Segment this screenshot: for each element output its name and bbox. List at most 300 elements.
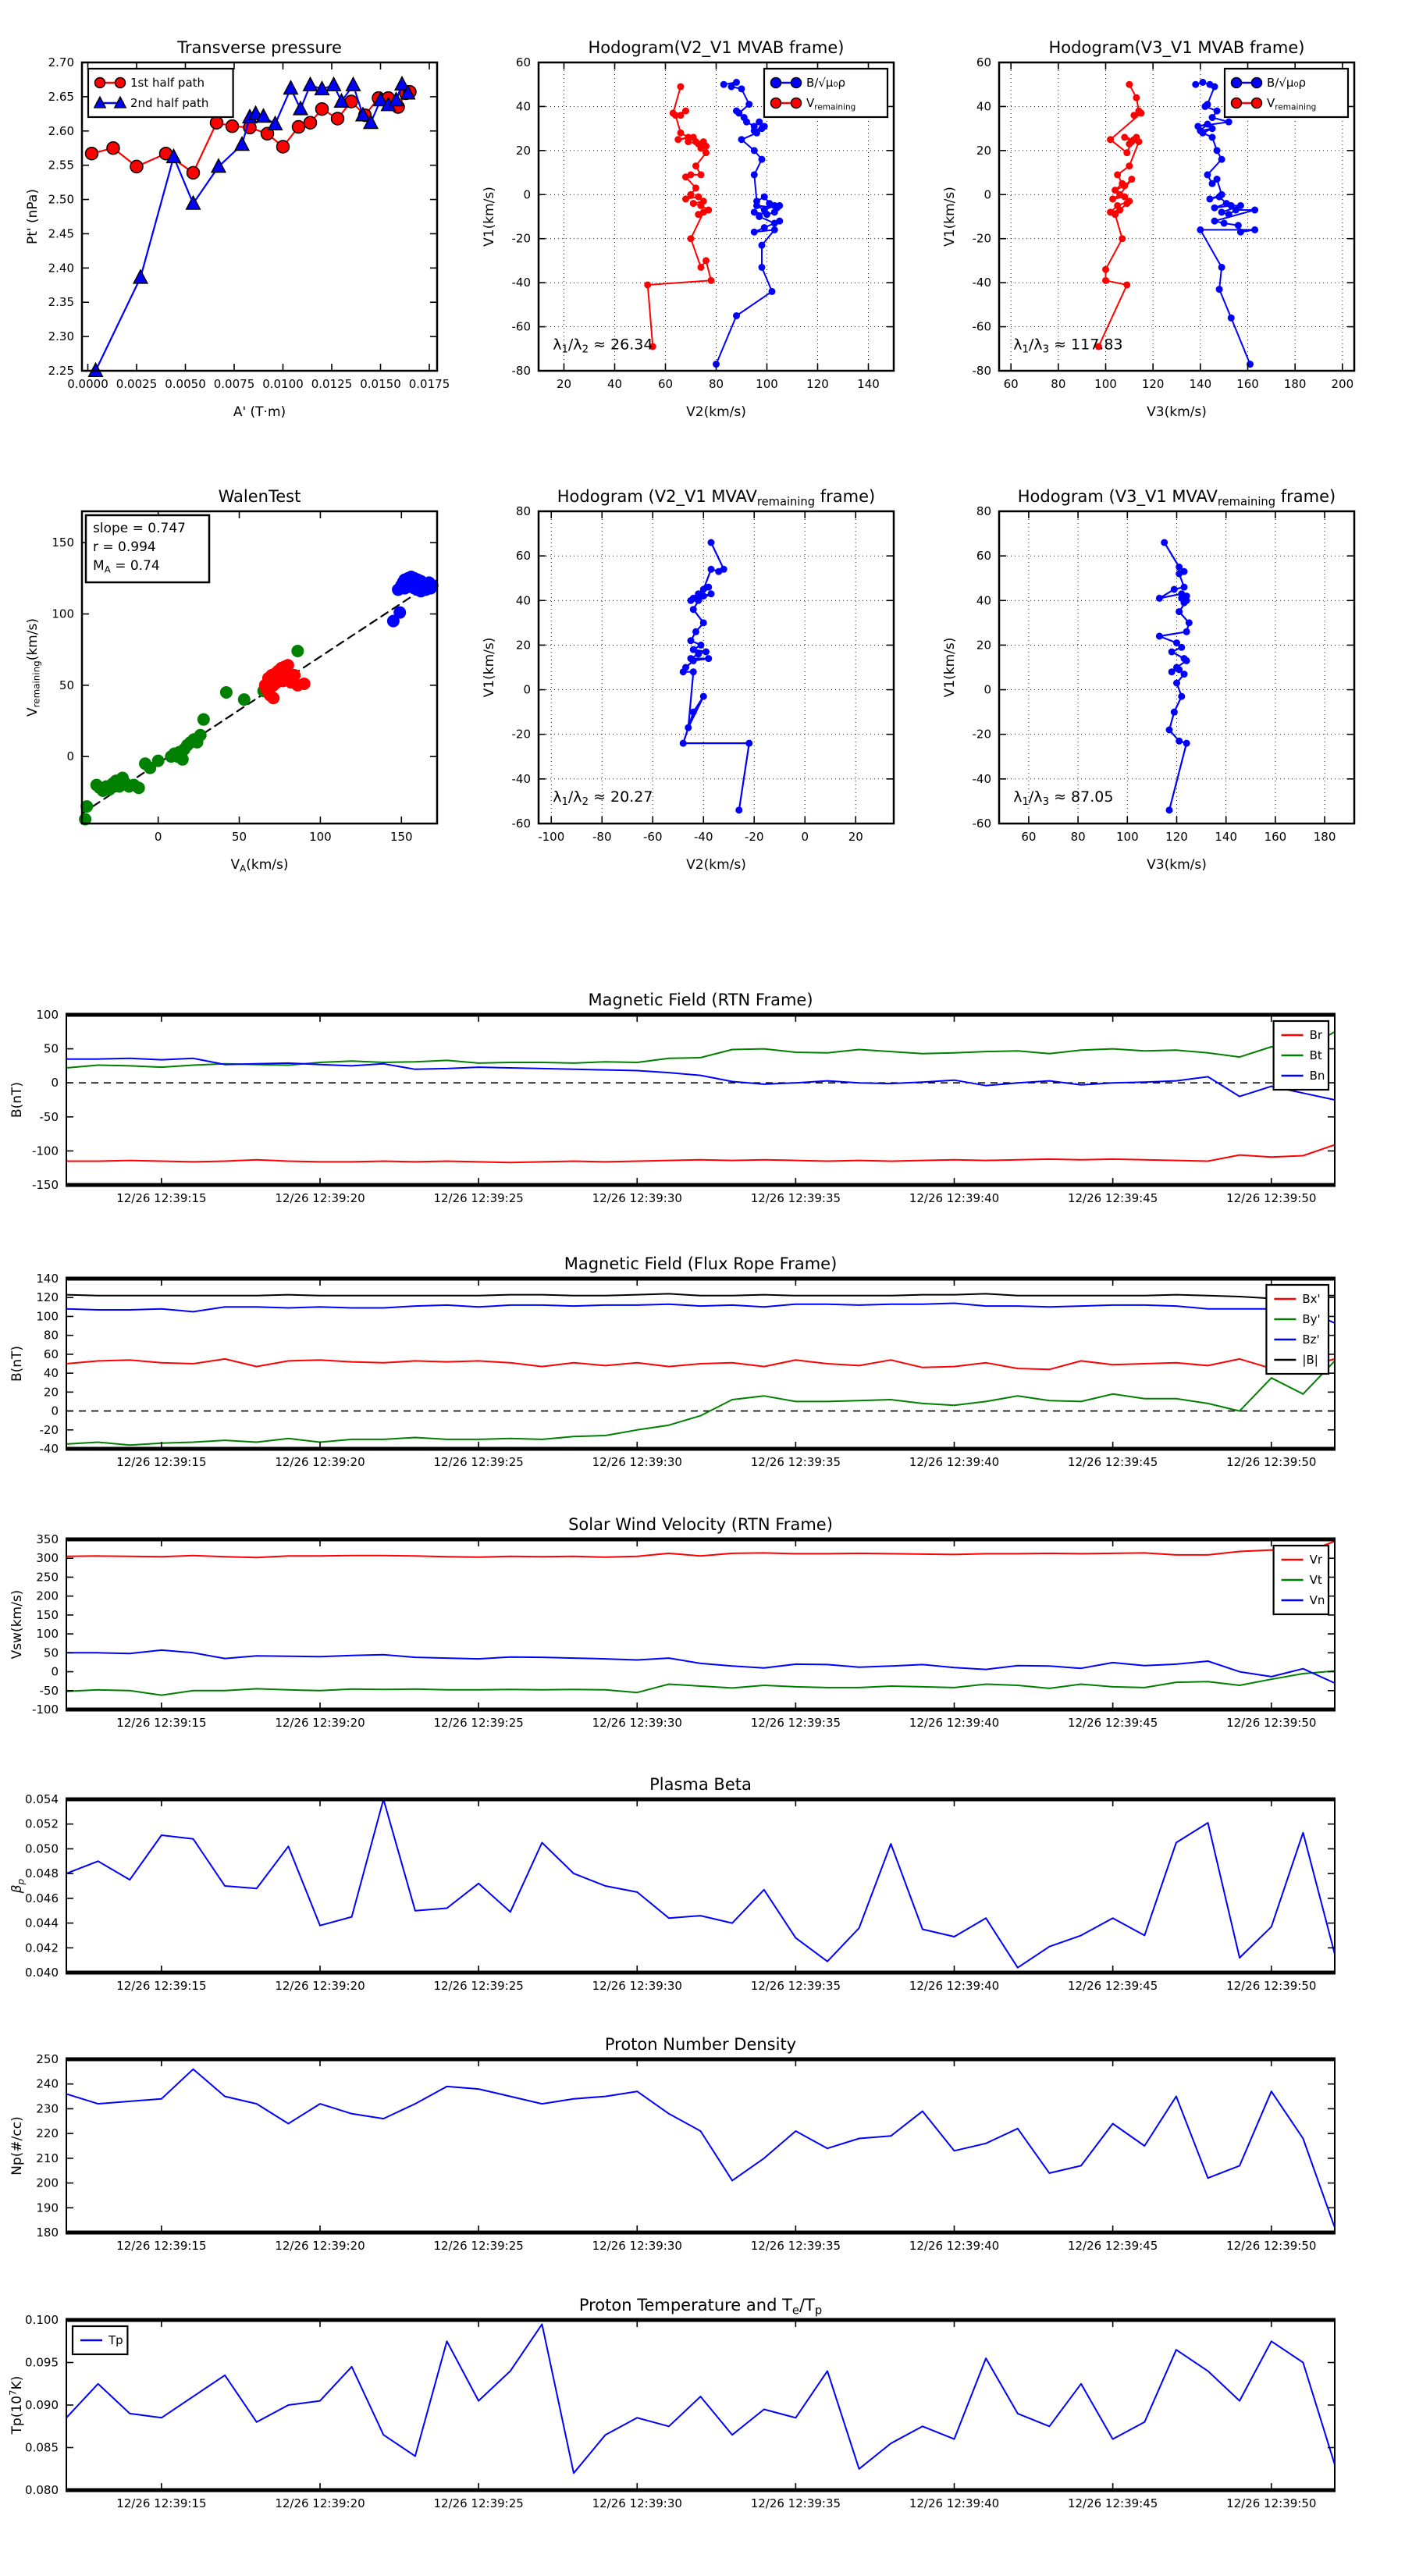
x-axis-label: V2(km/s) [686, 857, 746, 873]
chart-plasma-beta [9, 1775, 1336, 1993]
x-tick-label: 12/26 12:39:30 [592, 2496, 682, 2510]
data-point-marker [1206, 195, 1213, 202]
data-point-marker [700, 693, 707, 700]
x-tick-label: 160 [1264, 830, 1287, 844]
legend-label: $V_{remaining}$ [1267, 96, 1317, 112]
y-tick-label: 0 [984, 682, 991, 697]
chart-title: Transverse pressure [177, 38, 342, 57]
data-point-marker [1192, 81, 1199, 88]
data-point-marker [393, 607, 406, 619]
legend [1274, 1546, 1329, 1614]
x-axis-label: $V_A(km/s)$ [230, 857, 289, 874]
data-point-marker [759, 156, 766, 163]
x-tick-label: 12/26 12:39:25 [433, 1455, 524, 1469]
data-point-marker [1166, 727, 1173, 734]
data-point-marker [95, 78, 105, 88]
x-tick-label: 0 [801, 830, 809, 844]
data-point-marker [688, 235, 695, 242]
y-tick-label: 2.60 [48, 123, 74, 138]
y-axis-label: V1(km/s) [482, 637, 497, 698]
x-tick-label: 12/26 12:39:15 [116, 1191, 207, 1205]
data-point-marker [1109, 195, 1116, 202]
data-point-marker [1138, 109, 1145, 116]
data-point-marker [1237, 229, 1244, 236]
data-point-marker [702, 649, 710, 656]
y-tick-label: 0 [51, 1076, 59, 1091]
data-point-marker [769, 288, 776, 295]
y-tick-label: 100 [36, 1627, 59, 1642]
data-point-marker [293, 121, 305, 133]
x-tick-label: 12/26 12:39:35 [750, 1455, 841, 1469]
data-point-marker [738, 85, 745, 92]
x-tick-label: 12/26 12:39:20 [275, 1455, 365, 1469]
y-tick-label: -20 [972, 727, 991, 742]
x-tick-label: 12/26 12:39:15 [116, 1716, 207, 1730]
data-point-marker [1183, 657, 1190, 664]
y-tick-label: -40 [511, 276, 531, 290]
y-tick-label: 0.040 [25, 1966, 59, 1980]
y-tick-label: 20 [515, 638, 531, 653]
x-tick-label: 0.0025 [116, 377, 158, 391]
y-axis-label: $V_{remaining}(km/s)$ [25, 618, 42, 717]
data-point-marker [1176, 571, 1183, 578]
y-tick-label: 50 [43, 1041, 59, 1056]
plot-area [539, 511, 894, 824]
y-tick-label: 50 [43, 1646, 59, 1660]
data-point-marker [690, 657, 697, 664]
legend-label: Bz' [1302, 1332, 1320, 1347]
data-point-marker [1221, 219, 1228, 226]
legend [1266, 1285, 1329, 1374]
data-point-marker [1130, 112, 1137, 119]
x-tick-label: 12/26 12:39:15 [116, 2239, 207, 2253]
y-tick-label: 40 [976, 593, 991, 608]
y-axis-label: V1(km/s) [482, 187, 497, 247]
x-tick-label: 0.0175 [408, 377, 450, 391]
x-tick-label: 60 [1003, 377, 1019, 391]
data-point-marker [1112, 211, 1119, 218]
data-point-marker [332, 112, 344, 125]
y-tick-label: 20 [976, 143, 991, 158]
data-point-marker [678, 84, 685, 91]
y-tick-label: 200 [36, 2176, 59, 2190]
data-point-marker [1171, 586, 1178, 593]
x-tick-label: 12/26 12:39:35 [750, 2239, 841, 2253]
y-tick-label: -20 [511, 727, 531, 742]
data-point-marker [1123, 149, 1130, 156]
y-axis-label: $Tp(10^7K)$ [7, 2375, 25, 2435]
x-tick-label: 12/26 12:39:35 [750, 2496, 841, 2510]
data-point-marker [698, 264, 705, 271]
x-tick-label: 12/26 12:39:25 [433, 1191, 524, 1205]
chart-magnetic-field-rtn [9, 991, 1336, 1205]
y-tick-label: 100 [36, 1309, 59, 1324]
x-tick-label: 80 [708, 377, 724, 391]
y-tick-label: 0.054 [25, 1792, 59, 1806]
data-point-marker [116, 78, 126, 88]
x-tick-label: 120 [806, 377, 829, 391]
y-tick-label: 0.046 [25, 1891, 59, 1905]
data-point-marker [692, 162, 699, 169]
x-tick-label: 12/26 12:39:20 [275, 1979, 365, 1993]
legend-label: 2nd half path [130, 96, 209, 110]
y-tick-label: 40 [976, 99, 991, 114]
y-tick-label: 40 [515, 593, 531, 608]
data-point-marker [1156, 595, 1163, 602]
y-tick-label: 150 [36, 1607, 59, 1622]
data-point-marker [1225, 211, 1232, 218]
y-tick-label: -40 [511, 771, 531, 786]
data-point-marker [1252, 98, 1262, 109]
data-point-marker [682, 173, 689, 180]
data-point-marker [1121, 133, 1128, 141]
legend-label: Vr [1309, 1553, 1323, 1567]
data-point-marker [1216, 286, 1223, 293]
y-tick-label: 0 [984, 187, 991, 202]
plot-area [66, 1799, 1335, 1973]
data-point-marker [1209, 125, 1216, 132]
data-point-marker [680, 740, 687, 747]
data-point-marker [715, 568, 722, 575]
x-tick-label: -20 [745, 830, 764, 844]
x-tick-label: 12/26 12:39:20 [275, 2239, 365, 2253]
y-tick-label: -80 [972, 364, 991, 378]
legend-label: By' [1302, 1312, 1321, 1326]
data-point-marker [692, 184, 699, 191]
data-point-marker [1235, 222, 1242, 229]
x-tick-label: 100 [309, 830, 332, 844]
data-point-marker [674, 136, 681, 143]
data-point-marker [238, 693, 251, 706]
y-tick-label: 0.052 [25, 1816, 59, 1831]
data-point-marker [194, 729, 207, 742]
y-tick-label: 50 [59, 678, 74, 692]
data-point-marker [316, 103, 329, 116]
data-point-marker [1102, 266, 1109, 273]
y-tick-label: 0.048 [25, 1866, 59, 1881]
x-tick-label: 12/26 12:39:50 [1226, 1191, 1317, 1205]
data-point-marker [682, 108, 689, 115]
x-tick-label: 12/26 12:39:30 [592, 1979, 682, 1993]
data-point-marker [1204, 171, 1211, 178]
y-tick-label: 200 [36, 1589, 59, 1603]
data-point-marker [761, 194, 768, 201]
x-tick-label: 80 [1070, 830, 1086, 844]
data-point-marker [1168, 668, 1176, 675]
data-point-marker [1211, 218, 1218, 225]
x-tick-label: 100 [1094, 377, 1117, 391]
data-point-marker [1218, 208, 1225, 215]
data-point-marker [1123, 200, 1130, 207]
data-point-marker [685, 724, 692, 731]
data-point-marker [761, 224, 768, 231]
data-point-marker [763, 211, 770, 218]
y-tick-label: -60 [511, 817, 531, 831]
y-tick-label: 80 [976, 504, 991, 518]
data-point-marker [1107, 136, 1114, 143]
data-point-marker [733, 312, 740, 319]
data-point-marker [708, 277, 715, 284]
data-point-marker [1209, 114, 1216, 121]
data-point-marker [1214, 147, 1221, 154]
x-tick-label: 150 [389, 830, 413, 844]
y-tick-label: 250 [36, 2052, 59, 2066]
y-tick-label: 2.65 [48, 89, 74, 104]
data-point-marker [751, 171, 758, 178]
lambda-ratio-annotation: $\lambda_1/\lambda_3 \approx 87.05$ [1013, 788, 1114, 809]
data-point-marker [695, 650, 702, 657]
data-point-marker [733, 108, 740, 115]
legend-label: Vn [1309, 1593, 1325, 1607]
y-tick-label: 0.095 [25, 2355, 59, 2370]
data-point-marker [107, 142, 119, 155]
x-tick-label: -80 [592, 830, 612, 844]
x-tick-label: -60 [643, 830, 663, 844]
data-point-marker [1180, 584, 1187, 591]
y-tick-label: 250 [36, 1570, 59, 1585]
data-point-marker [1176, 608, 1183, 615]
y-tick-label: 0 [523, 187, 531, 202]
y-tick-label: 80 [515, 504, 531, 518]
data-point-marker [690, 709, 697, 716]
y-tick-label: 180 [36, 2226, 59, 2240]
legend-label: Bx' [1302, 1292, 1321, 1306]
y-tick-label: 60 [515, 55, 531, 69]
y-tick-label: 220 [36, 2126, 59, 2141]
data-point-marker [690, 200, 697, 207]
legend-label: Bn [1309, 1069, 1325, 1083]
x-tick-label: 12/26 12:39:25 [433, 2496, 524, 2510]
data-point-marker [738, 136, 745, 143]
x-tick-label: 12/26 12:39:30 [592, 2239, 682, 2253]
data-point-marker [1211, 205, 1218, 212]
x-tick-label: 40 [606, 377, 623, 391]
data-point-marker [1228, 315, 1235, 322]
stats-textbox-line: r = 0.994 [93, 539, 156, 555]
data-point-marker [1232, 98, 1242, 109]
data-point-marker [756, 213, 763, 220]
data-point-marker [1218, 156, 1225, 163]
x-tick-label: 12/26 12:39:25 [433, 1979, 524, 1993]
y-tick-label: 0 [66, 749, 74, 764]
data-point-marker [695, 597, 702, 604]
chart-hodogram-v2v1-mvab [482, 38, 894, 420]
x-tick-label: 120 [1141, 377, 1165, 391]
data-point-marker [705, 655, 712, 662]
data-point-marker [211, 116, 223, 129]
plot-area [66, 2320, 1335, 2490]
data-point-marker [771, 98, 781, 109]
y-tick-label: -50 [39, 1683, 59, 1698]
x-tick-label: 0.0150 [360, 377, 401, 391]
y-tick-label: 240 [36, 2076, 59, 2091]
data-point-marker [1161, 539, 1168, 546]
chart-hodogram-v2v1-mvav [482, 487, 894, 873]
y-tick-label: -20 [972, 231, 991, 246]
data-point-marker [1183, 597, 1190, 604]
y-tick-label: 0.085 [25, 2440, 59, 2455]
data-point-marker [728, 84, 735, 91]
data-point-marker [682, 195, 689, 202]
y-tick-label: -150 [31, 1178, 59, 1192]
data-point-marker [1216, 194, 1223, 201]
x-tick-label: 12/26 12:39:50 [1226, 2239, 1317, 2253]
y-tick-label: 2.55 [48, 158, 74, 173]
x-tick-label: 12/26 12:39:40 [909, 1979, 1000, 1993]
y-tick-label: 60 [976, 55, 991, 69]
data-point-marker [751, 147, 758, 154]
data-point-marker [702, 257, 710, 264]
data-point-marker [291, 645, 304, 657]
y-tick-label: 100 [52, 607, 74, 621]
y-axis-label: Pt' (nPa) [25, 189, 41, 244]
legend-label: B/√μ₀ρ [806, 76, 845, 90]
data-point-marker [1183, 740, 1190, 747]
data-point-marker [220, 686, 233, 699]
data-point-marker [1133, 94, 1140, 101]
y-tick-label: 0.100 [25, 2313, 59, 2327]
legend-label: Bt [1309, 1048, 1322, 1062]
data-point-marker [753, 130, 760, 137]
data-point-marker [1214, 108, 1221, 115]
chart-walen-test [25, 487, 439, 874]
y-tick-label: 150 [52, 535, 74, 550]
y-axis-label: Np(#/cc) [9, 2116, 25, 2176]
chart-title: Hodogram(V2_V1 MVAB frame) [588, 38, 845, 57]
x-tick-label: 12/26 12:39:45 [1067, 2496, 1158, 2510]
chart-magnetic-field-flux-rope [9, 1254, 1336, 1469]
data-point-marker [1171, 709, 1178, 716]
data-point-marker [771, 226, 778, 233]
chart-title: WalenTest [218, 487, 301, 506]
chart-title: Magnetic Field (Flux Rope Frame) [564, 1254, 838, 1273]
data-point-marker [705, 584, 712, 591]
data-point-marker [1176, 738, 1183, 745]
plot-area [66, 1539, 1335, 1710]
x-tick-label: 180 [1313, 830, 1336, 844]
y-tick-label: 0.042 [25, 1941, 59, 1955]
data-point-marker [226, 120, 239, 133]
x-tick-label: 12/26 12:39:45 [1067, 1979, 1158, 1993]
chart-solar-wind-velocity [9, 1515, 1336, 1730]
chart-title: Hodogram(V3_V1 MVAB frame) [1048, 38, 1305, 57]
legend-label: Tp [108, 2333, 123, 2347]
x-tick-label: 12/26 12:39:35 [750, 1979, 841, 1993]
chart-title: Hodogram (V2_V1 $MVAV_{remaining}$ frame) [557, 487, 876, 509]
y-tick-label: 80 [43, 1328, 59, 1343]
x-tick-label: 120 [1165, 830, 1188, 844]
y-tick-label: -100 [31, 1703, 59, 1717]
x-tick-label: 200 [1331, 377, 1354, 391]
y-tick-label: 60 [515, 549, 531, 564]
data-point-marker [277, 141, 290, 153]
data-point-marker [644, 281, 651, 288]
x-tick-label: 12/26 12:39:45 [1067, 1191, 1158, 1205]
y-tick-label: -80 [511, 364, 531, 378]
x-tick-label: 12/26 12:39:40 [909, 2239, 1000, 2253]
data-point-marker [152, 755, 165, 767]
chart-proton-number-density [9, 2035, 1336, 2253]
data-point-marker [1199, 79, 1206, 86]
y-tick-label: 60 [976, 549, 991, 564]
x-tick-label: 12/26 12:39:20 [275, 1191, 365, 1205]
x-tick-label: 12/26 12:39:30 [592, 1716, 682, 1730]
legend [1225, 69, 1348, 117]
data-point-marker [1156, 633, 1163, 640]
x-tick-label: 0.0125 [311, 377, 353, 391]
data-point-marker [1218, 264, 1225, 271]
y-tick-label: -20 [511, 231, 531, 246]
x-tick-label: 50 [231, 830, 247, 844]
x-tick-label: 12/26 12:39:35 [750, 1716, 841, 1730]
chart-transverse-pressure [25, 38, 450, 420]
data-point-marker [1168, 649, 1176, 656]
data-point-marker [708, 590, 715, 597]
chart-hodogram-v3v1-mvab [942, 38, 1354, 420]
data-point-marker [791, 78, 802, 88]
y-axis-label: V1(km/s) [942, 187, 958, 247]
y-tick-label: -60 [511, 319, 531, 334]
data-point-marker [698, 171, 705, 178]
data-point-marker [761, 123, 768, 130]
x-tick-label: 20 [848, 830, 863, 844]
x-tick-label: 100 [756, 377, 778, 391]
y-tick-label: 300 [36, 1551, 59, 1566]
y-tick-label: 0 [523, 682, 531, 697]
x-axis-label: V2(km/s) [686, 404, 746, 420]
x-tick-label: 140 [857, 377, 880, 391]
y-tick-label: 2.35 [48, 295, 74, 310]
x-tick-label: 12/26 12:39:15 [116, 1979, 207, 1993]
x-tick-label: 12/26 12:39:50 [1226, 1716, 1317, 1730]
lambda-ratio-annotation: $\lambda_1/\lambda_2 \approx 26.34$ [553, 336, 653, 356]
x-tick-label: 12/26 12:39:15 [116, 2496, 207, 2510]
data-point-marker [776, 218, 783, 225]
legend-label: B/√μ₀ρ [1267, 76, 1306, 90]
x-axis-label: V3(km/s) [1147, 404, 1207, 420]
data-point-marker [1211, 84, 1218, 91]
legend [764, 69, 887, 117]
y-tick-label: -40 [972, 771, 991, 786]
y-tick-label: 2.40 [48, 261, 74, 276]
y-tick-label: 350 [36, 1532, 59, 1546]
data-point-marker [745, 740, 752, 747]
data-point-marker [187, 166, 200, 179]
data-point-marker [1252, 78, 1262, 88]
chart-title: Hodogram (V3_V1 $MVAV_{remaining}$ frame) [1017, 487, 1336, 509]
data-point-marker [759, 242, 766, 249]
data-point-marker [698, 202, 705, 209]
data-point-marker [1214, 176, 1221, 183]
y-tick-label: -40 [39, 1442, 59, 1456]
y-tick-label: 210 [36, 2151, 59, 2165]
x-tick-label: 12/26 12:39:50 [1226, 1979, 1317, 1993]
data-point-marker [776, 202, 783, 209]
x-tick-label: 80 [1051, 377, 1066, 391]
y-tick-label: 120 [36, 1290, 59, 1305]
legend-label: Br [1309, 1028, 1323, 1042]
chart-hodogram-v3v1-mvav [942, 487, 1354, 873]
y-axis-label: Vsw(km/s) [9, 1589, 25, 1660]
data-point-marker [708, 566, 715, 573]
data-point-marker [1173, 680, 1180, 687]
data-point-marker [1119, 235, 1126, 242]
y-tick-label: 40 [43, 1366, 59, 1381]
data-point-marker [735, 806, 742, 813]
data-point-marker [1232, 207, 1240, 214]
data-point-marker [1123, 281, 1130, 288]
y-tick-label: 230 [36, 2101, 59, 2116]
